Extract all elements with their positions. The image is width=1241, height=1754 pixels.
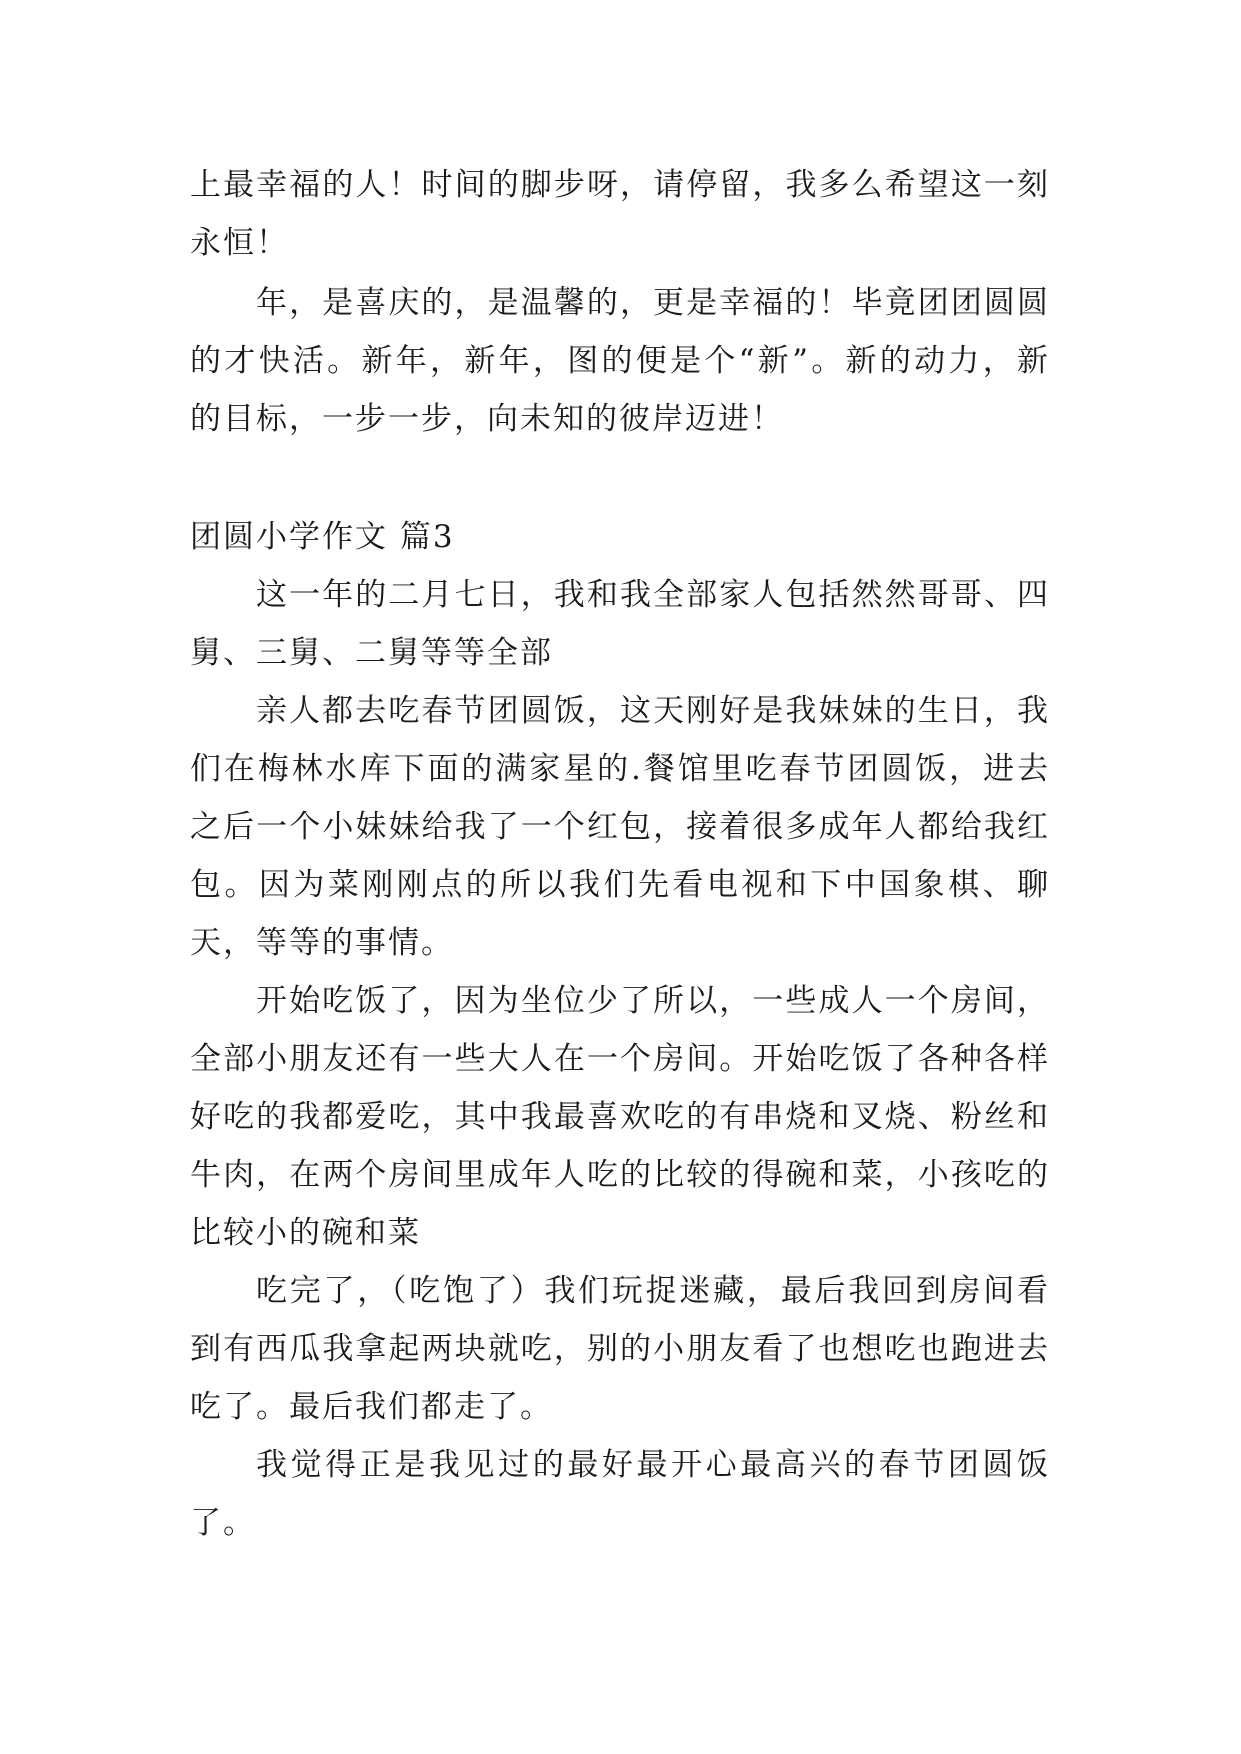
essay-paragraph: 这一年的二月七日，我和我全部家人包括然然哥哥、四舅、三舅、二舅等等全部 <box>190 577 1050 671</box>
essay-paragraph: 吃完了，（吃饱了）我们玩捉迷藏，最后我回到房间看到有西瓜我拿起两块就吃，别的小朋友看了也想吃也跑进去吃了。最后我们都走了。 <box>190 1273 1050 1425</box>
new-year-paragraph: 年，是喜庆的，是温馨的，更是幸福的！毕竟团团圆圆的才快活。新年，新年，图的便是个“新”。新的动力，新的目标，一步一步，向未知的彼岸迈进！ <box>190 285 1050 437</box>
continued-paragraph: 上最幸福的人！时间的脚步呀，请停留，我多么希望这一刻永恒！ <box>190 167 1050 261</box>
continued-paragraph-block <box>190 156 1050 272</box>
essay-paragraph: 亲人都去吃春节团圆饭，这天刚好是我妹妹的生日，我们在梅林水库下面的满家星的.餐馆里吃春节团圆饭，进去之后一个小妹妹给我了一个红包，接着很多成年人都给我红包。因为菜刚刚点的所以我们先看电视和下中国象棋、聊天，等等的事情。 <box>190 693 1050 961</box>
essay-paragraph: 我觉得正是我见过的最好最开心最高兴的春节团圆饭了。 <box>190 1447 1050 1541</box>
essay-body <box>190 566 1050 1552</box>
new-year-paragraph-block <box>190 274 1050 448</box>
essay-paragraph: 开始吃饭了，因为坐位少了所以，一些成人一个房间，全部小朋友还有一些大人在一个房间。开始吃饭了各种各样好吃的我都爱吃，其中我最喜欢吃的有串烧和叉烧、粉丝和牛肉，在两个房间里成年人吃的比较的得碗和菜，小孩吃的比较小的碗和菜 <box>190 983 1050 1251</box>
section-heading: 团圆小学作文 篇3 <box>190 519 455 555</box>
